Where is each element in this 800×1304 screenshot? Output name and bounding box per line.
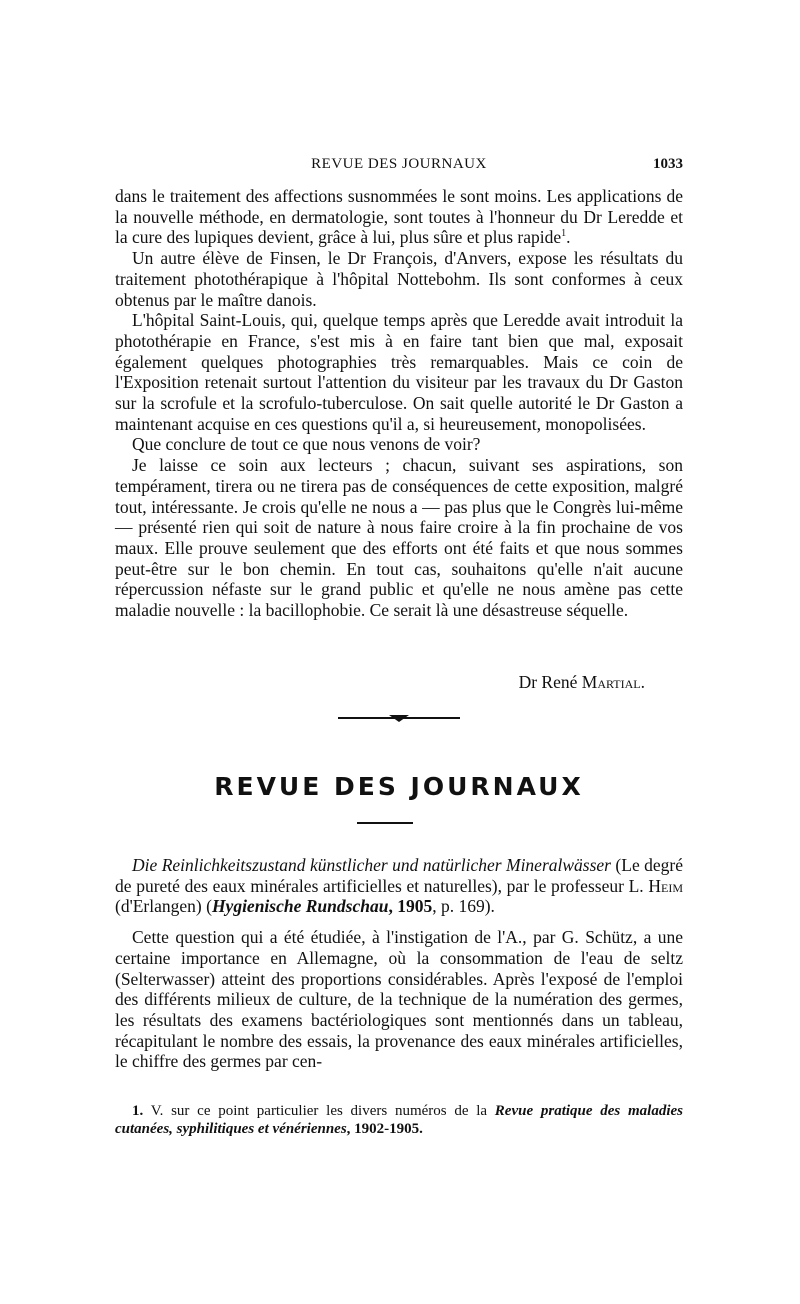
article-body (115, 186, 683, 621)
review-entry (115, 855, 683, 1072)
review-body: Cette question qui a été étudiée, à l'instigation de l'A., par G. Schütz, a une certaine importance en Allemagne, où la consommation de l'eau de seltz (Selterwasser) atteint des proportions considérables. Après l'exposé de l'emploi des différents milieux de culture, de la technique de la numération des germes, les résultats des examens bactériologiques sont mentionnés dans un tableau, récapitulant le nombre des essais, la provenance des eaux minérales artificielles, le chiffre des germes par cen- (115, 927, 683, 1072)
article-title: Die Reinlichkeitszustand künstlicher und natürlicher Mineralwässer (132, 855, 611, 875)
paragraph: Que conclure de tout ce que nous venons de voir? (132, 434, 481, 455)
footnote: 1. V. sur ce point particulier les divers numéros de la Revue pratique des maladies cutanées, syphilitiques et vénériennes, 1902-1905. (115, 1103, 683, 1137)
divider-ornament (338, 712, 460, 724)
reviewed-author: Heim (648, 875, 683, 896)
paragraph: Je laisse ce soin aux lecteurs ; chacun, suivant ses aspirations, son tempérament, tirera ou ne tirera pas de conséquences de cette exposition, malgré tout, intéressante. Je crois qu'elle ne nous a — pas plus que le Congrès lui-même — présenté rien qui soit de nature à nous faire croire à la fin prochaine de vos maux. Elle prouve seulement que des efforts ont été faits et que nous sommes peut-être sur le bon chemin. En tout cas, souhaitons qu'elle n'ait aucune répercussion néfaste sur le grand public et qu'elle ne nous amène pas cette maladie nouvelle : la bacillophobie. Ce serait là une désastreuse séquelle. (115, 455, 683, 621)
author-surname: Martial. (581, 672, 645, 692)
page-number: 1033 (653, 156, 683, 172)
footnote-reference[interactable]: 1 (561, 228, 567, 240)
journal-name: Hygienische Rundschau (211, 896, 389, 917)
paragraph: dans le traitement des affections susnommées le sont moins. Les applications de la nouvelle méthode, en dermatologie, sont toutes à l'honneur du Dr Leredde et la cure des lupiques devient, grâce à lui, plus sûre et plus rapide$^1$. (115, 186, 683, 248)
paragraph: Un autre élève de Finsen, le Dr François, d'Anvers, expose les résultats du traitement photothérapique à l'hôpital Nottebohm. Ils sont conformes à ceux obtenus par le maître danois. (115, 248, 683, 310)
running-title: REVUE DES JOURNAUX (311, 156, 487, 172)
paragraph: L'hôpital Saint-Louis, qui, quelque temps après que Leredde avait introduit la photothérapie en France, s'est mis à en faire tant bien que mal, exposait également quelques photographies très remarquables. Mais ce coin de l'Exposition retenait surtout l'attention du visiteur par les travaux du Dr Gaston sur la scrofule et la scrofulo-tuberculose. On sait quelle autorité le Dr Gaston a maintenant acquise en ces questions qu'il a, si heureusement, monopolisées. (115, 310, 683, 434)
section-title: REVUE DES JOURNAUX (214, 772, 584, 801)
running-header (115, 156, 683, 180)
footnote-journal: Revue pratique des maladies cutanées, syphilitiques et vénériennes (115, 1103, 683, 1137)
author-signature: Dr René Martial. (518, 672, 645, 692)
review-citation: Die Reinlichkeitszustand künstlicher und natürlicher Mineralwässer (Le degré de pureté des eaux minérales artificielles et naturelles), par le professeur L. Heim (d'Erlangen) (Hygienische Rundschau, 1905, p. 169). (115, 855, 683, 917)
title-rule (357, 822, 413, 824)
